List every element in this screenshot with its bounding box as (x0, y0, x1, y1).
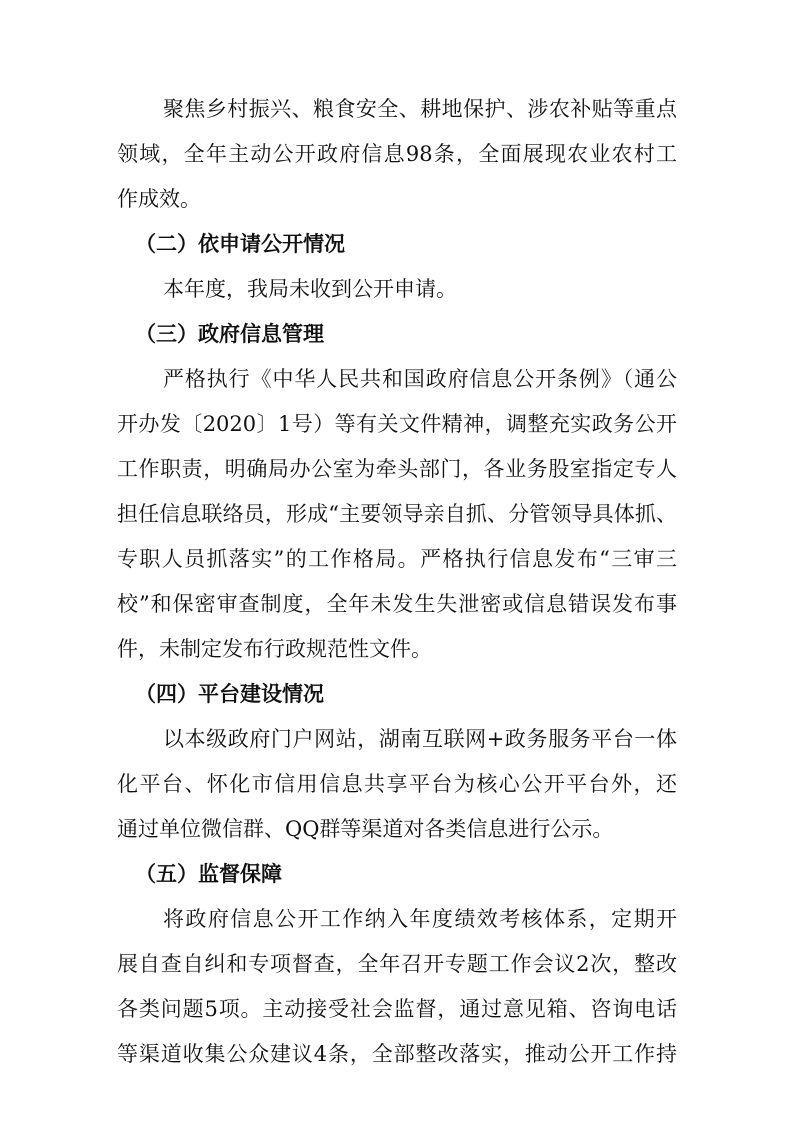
paragraph-line: 严格执行《中华人民共和国政府信息公开条例》（通公 (163, 367, 677, 391)
paragraph-line: 以本级政府门户网站，湖南互联网+政务服务平台一体 (163, 727, 677, 751)
paragraph-line: 担任信息联络员，形成“主要领导亲自抓、分管领导具体抓、 (117, 502, 677, 526)
section-heading-3: （三）政府信息管理 (135, 322, 324, 346)
paragraph-line: 化平台、怀化市信用信息共享平台为核心公开平台外，还 (117, 772, 677, 796)
section-heading-5: （五）监督保障 (135, 862, 282, 886)
paragraph-line: 领域，全年主动公开政府信息98条，全面展现农业农村工 (117, 142, 677, 166)
paragraph-line: 作成效。 (117, 187, 201, 211)
paragraph-line: 将政府信息公开工作纳入年度绩效考核体系，定期开 (163, 907, 677, 931)
paragraph-line: 各类问题5项。主动接受社会监督，通过意见箱、咨询电话 (117, 997, 677, 1021)
section-heading-4: （四）平台建设情况 (135, 682, 324, 706)
paragraph-line: 件，未制定发布行政规范性文件。 (117, 637, 432, 661)
paragraph-line: 等渠道收集公众建议4条，全部整改落实，推动公开工作持 (117, 1042, 677, 1066)
section-heading-2: （二）依申请公开情况 (135, 232, 345, 256)
paragraph-line: 专职人员抓落实”的工作格局。严格执行信息发布“三审三 (117, 547, 677, 571)
paragraph-line: 开办发〔2020〕1号）等有关文件精神，调整充实政务公开 (117, 412, 677, 436)
paragraph-line: 工作职责，明确局办公室为牵头部门，各业务股室指定专人 (117, 457, 677, 481)
paragraph-line: 校”和保密审查制度，全年未发生失泄密或信息错误发布事 (117, 592, 677, 616)
paragraph-line: 展自查自纠和专项督查，全年召开专题工作会议2次，整改 (117, 952, 677, 976)
paragraph-line: 本年度，我局未收到公开申请。 (163, 277, 457, 301)
paragraph-line: 聚焦乡村振兴、粮食安全、耕地保护、涉农补贴等重点 (163, 97, 677, 121)
paragraph-line: 通过单位微信群、QQ群等渠道对各类信息进行公示。 (117, 817, 614, 841)
